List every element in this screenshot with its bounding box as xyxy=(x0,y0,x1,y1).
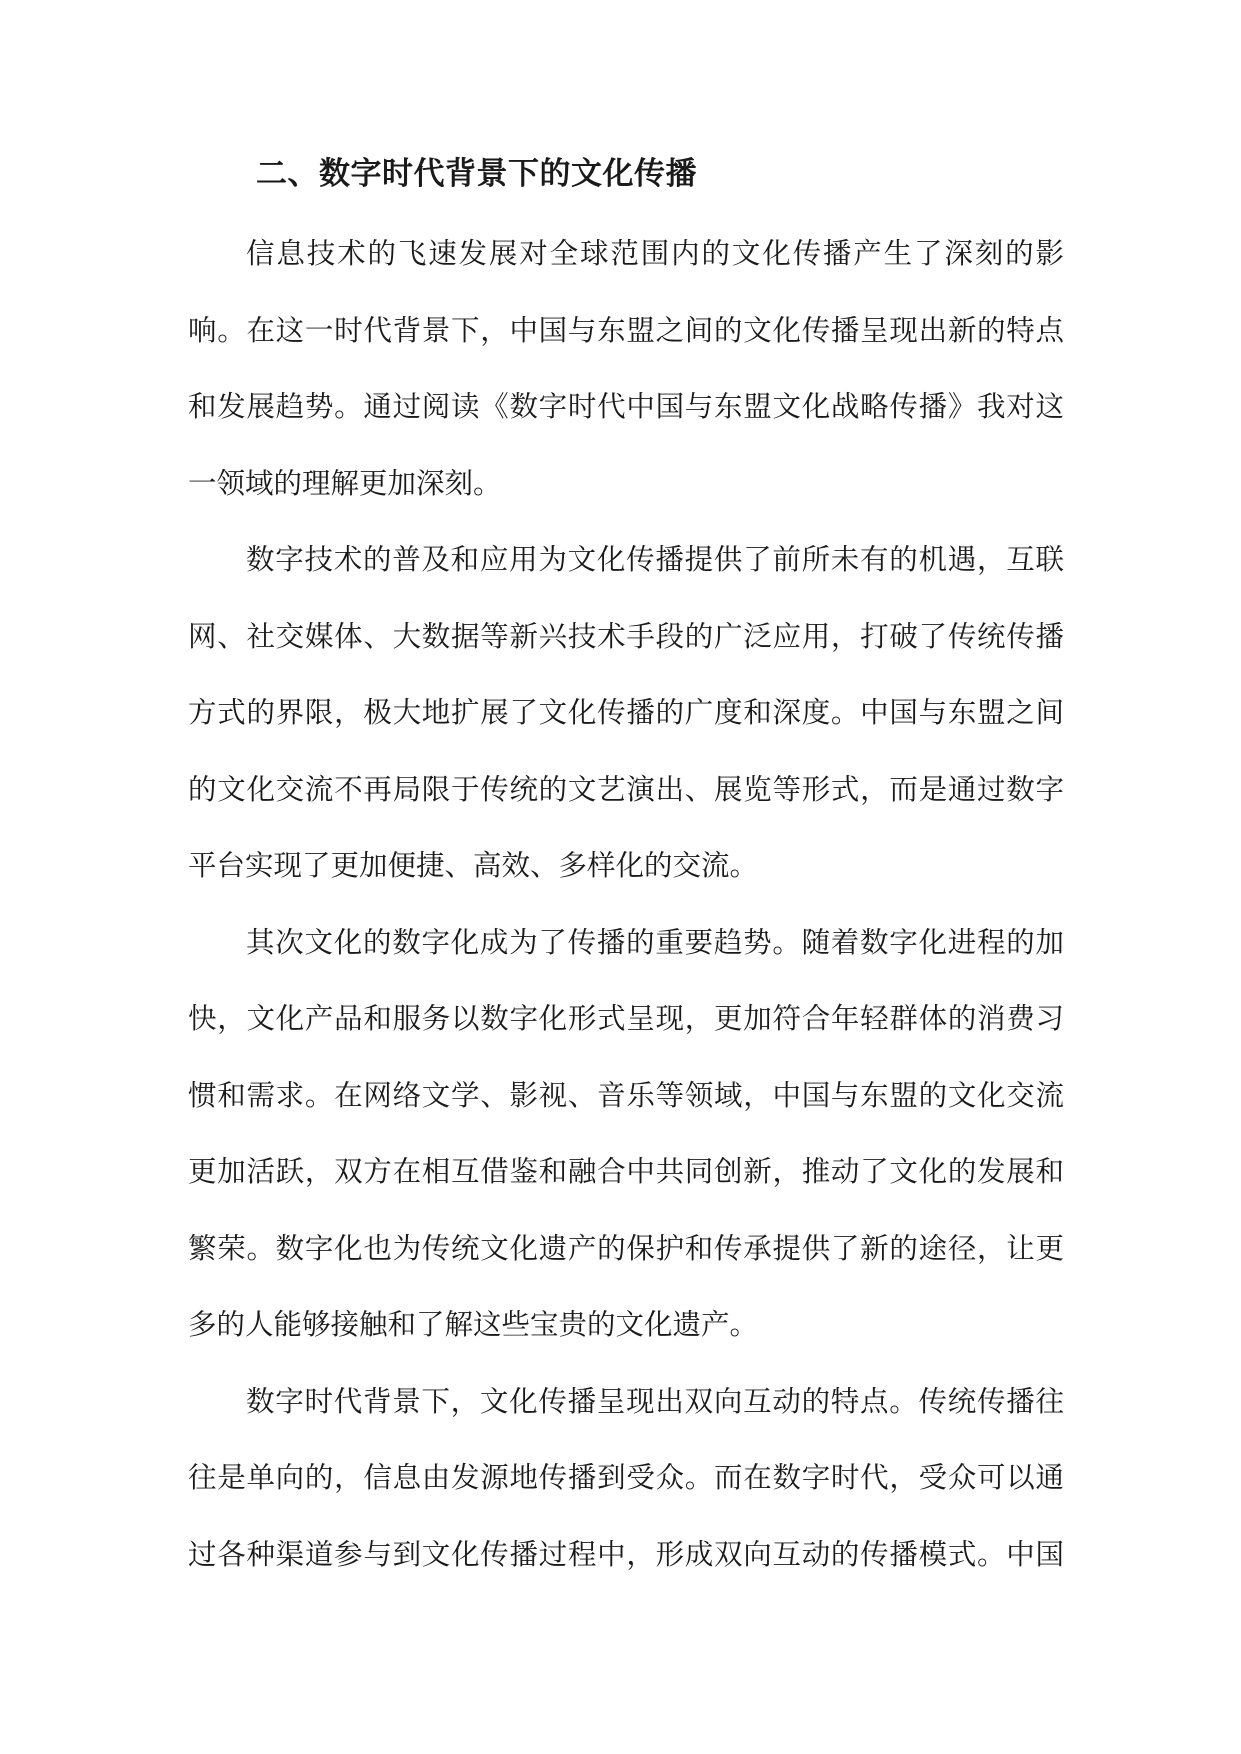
paragraph-line: 信息技术的飞速发展对全球范围内的文化传播产生了深刻的影 xyxy=(246,237,1064,270)
paragraph-1 xyxy=(188,228,1064,534)
paragraph-4 xyxy=(188,1376,1064,1606)
paragraph-line: 快，文化产品和服务以数字化形式呈现，更加符合年轻群体的消费习 xyxy=(188,1002,1064,1035)
paragraph-line: 平台实现了更加便捷、高效、多样化的交流。 xyxy=(188,849,759,882)
paragraph-line: 往是单向的，信息由发源地传播到受众。而在数字时代，受众可以通 xyxy=(188,1461,1064,1494)
paragraph-line: 的文化交流不再局限于传统的文艺演出、展览等形式，而是通过数字 xyxy=(188,772,1064,806)
paragraph-line: 数字时代背景下，文化传播呈现出双向互动的特点。传统传播往 xyxy=(246,1384,1064,1418)
paragraph-line: 繁荣。数字化也为传统文化遗产的保护和传承提供了新的途径，让更 xyxy=(188,1231,1064,1265)
body-text xyxy=(188,228,1064,1605)
section-heading: 二、数字时代背景下的文化传播 xyxy=(256,156,697,192)
paragraph-2 xyxy=(188,534,1064,917)
paragraph-line: 其次文化的数字化成为了传播的重要趋势。随着数字化进程的加 xyxy=(246,925,1064,959)
paragraph-line: 数字技术的普及和应用为文化传播提供了前所未有的机遇，互联 xyxy=(246,543,1064,576)
paragraph-line: 更加活跃，双方在相互借鉴和融合中共同创新，推动了文化的发展和 xyxy=(188,1155,1064,1188)
paragraph-line: 响。在这一时代背景下，中国与东盟之间的文化传播呈现出新的特点 xyxy=(188,313,1064,347)
paragraph-line: 网、社交媒体、大数据等新兴技术手段的广泛应用，打破了传统传播 xyxy=(188,619,1064,653)
paragraph-line: 方式的界限，极大地扩展了文化传播的广度和深度。中国与东盟之间 xyxy=(188,696,1064,729)
paragraph-line: 惯和需求。在网络文学、影视、音乐等领域，中国与东盟的文化交流 xyxy=(188,1078,1064,1112)
paragraph-line: 和发展趋势。通过阅读《数字时代中国与东盟文化战略传播》我对这 xyxy=(188,390,1064,423)
paragraph-line: 一领域的理解更加深刻。 xyxy=(188,466,502,500)
paragraph-line: 多的人能够接触和了解这些宝贵的文化遗产。 xyxy=(188,1308,759,1341)
paragraph-line: 过各种渠道参与到文化传播过程中，形成双向互动的传播模式。中国 xyxy=(188,1537,1064,1571)
paragraph-3 xyxy=(188,917,1064,1376)
